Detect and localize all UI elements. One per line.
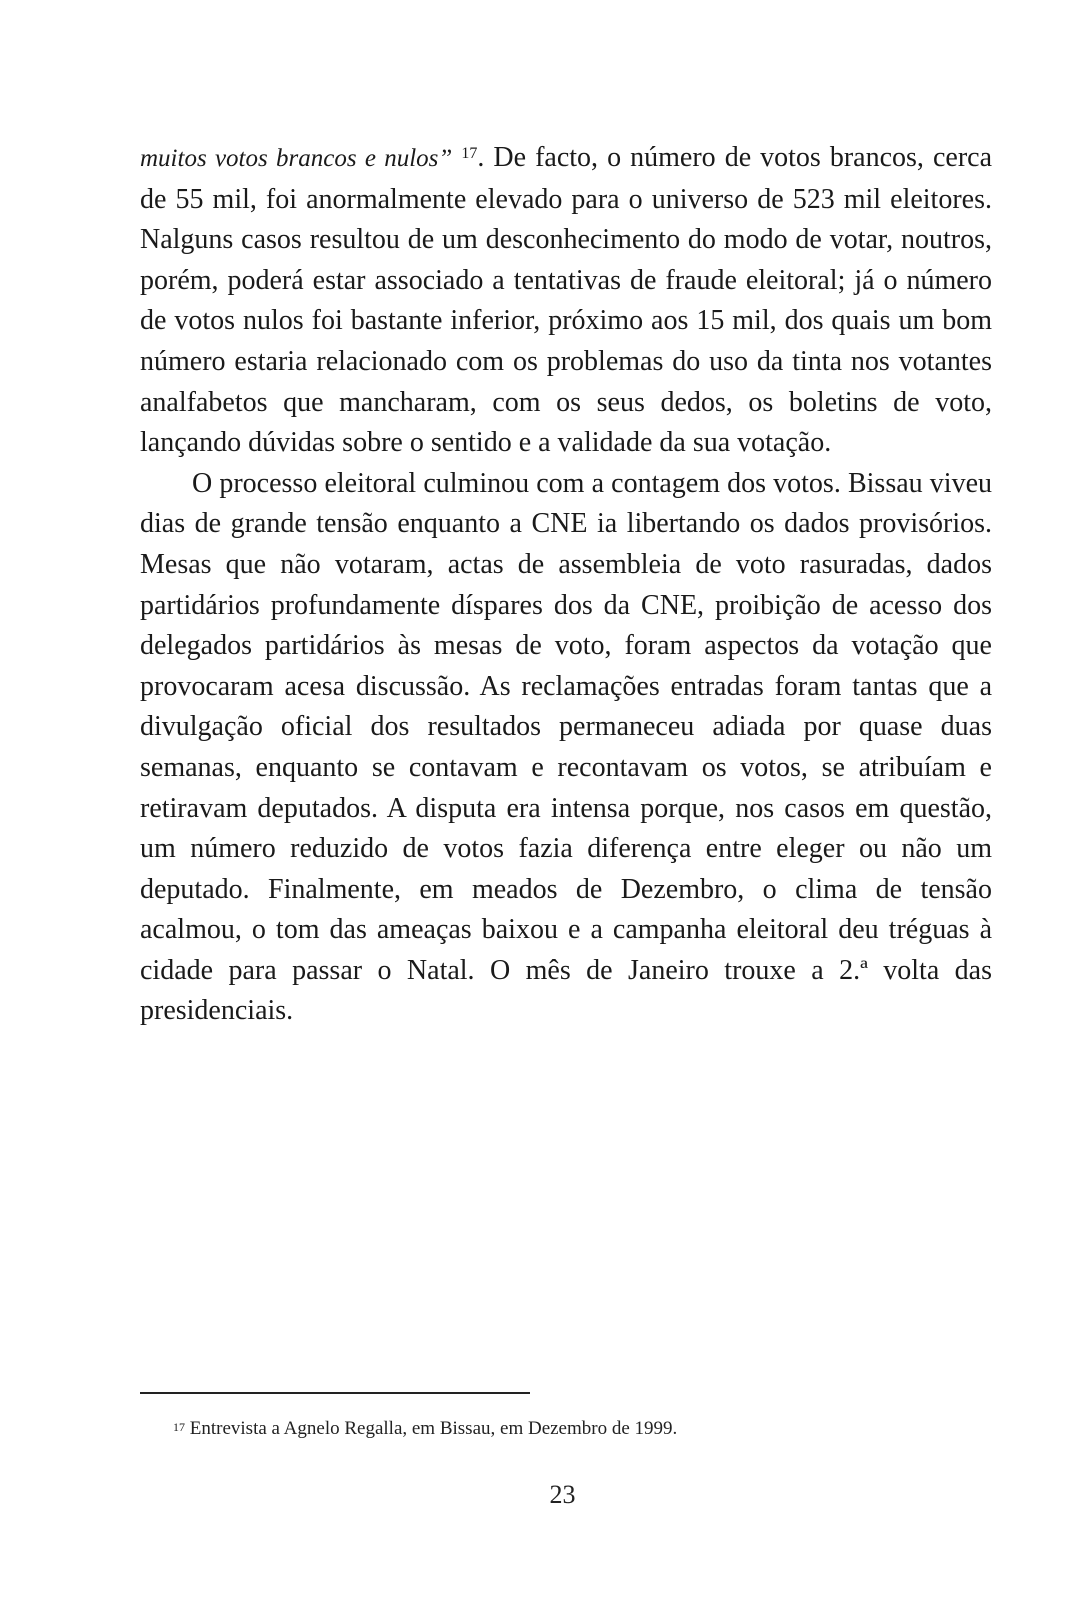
body-text [140,138,992,1032]
paragraph-1 [140,138,992,464]
paragraph-1-text: . De facto, o número de votos brancos, cerca de 55 mil, foi anormalmente elevado para o universo de 523 mil eleitores. Nalguns casos resultou de um desconhecimento do modo de votar, noutros, porém, poderá estar associado a tentativas de fraude eleitoral; já o número de votos nulos foi bastante inferior, próximo aos 15 mil, dos quais um bom número estaria relacionado com os problemas do uso da tinta nos votantes analfabetos que mancharam, com os seus dedos, os boletins de voto, lançando dúvidas sobre o sentido e a validade da sua votação. [140,142,993,459]
footnote [173,1417,973,1441]
paragraph-2: O processo eleitoral culminou com a contagem dos votos. Bissau viveu dias de grande tensão enquanto a CNE ia libertando os dados provisórios. Mesas que não votaram, actas de assembleia de voto rasuradas, dados partidários profundamente díspares dos da CNE, proibição de acesso dos delegados partidários às mesas de voto, foram aspectos da votação que provocaram acesa discussão. As reclamações entradas foram tantas que a divulgação oficial dos resultados permaneceu adiada por quase duas semanas, enquanto se contavam e recontavam os votos, se atribuíam e retiravam deputados. A disputa era intensa porque, nos casos em questão, um número reduzido de votos fazia diferença entre eleger ou não um deputado. Finalmente, em meados de Dezembro, o clima de tensão acalmou, o tom das ameaças baixou e a campanha eleitoral deu tréguas à cidade para passar o Natal. O mês de Janeiro trouxe a 2.ª volta das presidenciais. [140,467,992,1027]
footnote-text: Entrevista a Agnelo Regalla, em Bissau, em Dezembro de 1999. [189,1418,678,1439]
footnote-divider [140,1392,530,1394]
page-number: 23 [549,1480,576,1509]
quote-italic: muitos votos brancos e nulos” [140,145,453,172]
footnote-reference: 17 [461,145,478,162]
footnote-number: 17 [173,1420,185,1434]
